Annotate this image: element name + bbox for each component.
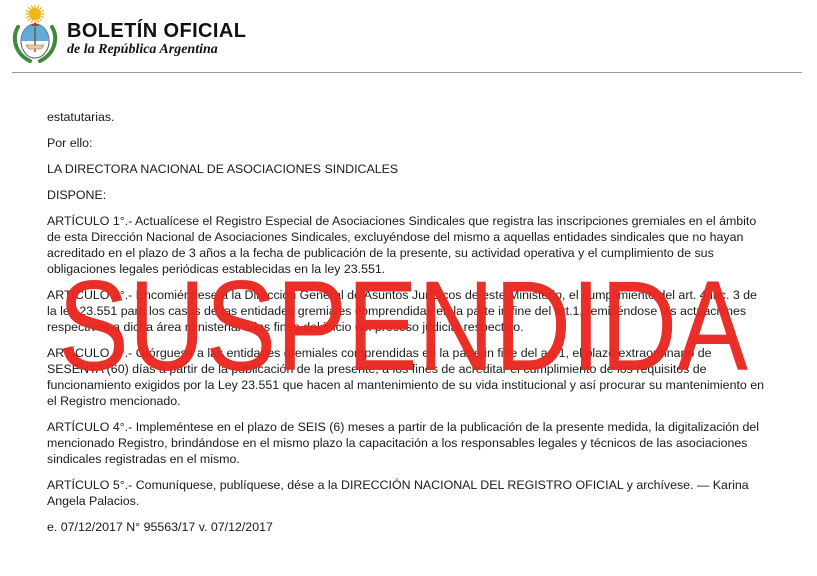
document-body — [47, 109, 767, 545]
publication-footer: e. 07/12/2017 N° 95563/17 v. 07/12/2017 — [47, 520, 273, 534]
paragraph-dispone: DISPONE: — [47, 188, 107, 202]
article-2: ARTÍCULO 2°.- Encomiéndese a la Dirección General de Asuntos Jurídicos de este Ministerio, el cumplimiento del art. 4 inc. 3 de la ley 23.551 para los casos de las entidades gremiales comprendidas en la parte in fine del art.1, remitiéndose las actuaciones respectivas a dicha área ministerial a los fines del inicio del proceso judicial respectivo. — [47, 288, 757, 334]
publication-subtitle: de la República Argentina — [67, 42, 218, 57]
article-4: ARTÍCULO 4°.- Impleméntese en el plazo de SEIS (6) meses a partir de la publicación de la presente medida, la digitalización del mencionado Registro, brindándose en el mismo plazo la capacitación a los responsables legales y técnicos de las asociaciones sindicales registradas en el mismo. — [47, 420, 760, 466]
article-3: ARTÍCULO 3°.- Otórguese a las entidades gremiales comprendidas en la parte in fine del art 1, el plazo extraordinario de SESENTA (60) días a partir de la publicación de la presente, a los fines de acreditar el cumplimiento de los requisitos de funcionamiento exigidos por la Ley 23.551 que hacen al mantenimiento de su vida institucional y así procurar su mantenimiento en el Registro mencionado. — [47, 346, 765, 408]
paragraph-por-ello: Por ello: — [47, 136, 93, 150]
page-header — [0, 0, 817, 72]
header-divider — [12, 72, 802, 73]
paragraph-authority: LA DIRECTORA NACIONAL DE ASOCIACIONES SINDICALES — [47, 162, 399, 176]
publication-title: BOLETÍN OFICIAL — [67, 20, 247, 42]
coat-of-arms-icon — [8, 5, 62, 63]
article-1: ARTÍCULO 1°.- Actualícese el Registro Especial de Asociaciones Sindicales que registra las inscripciones gremiales en el ámbito de esta Dirección Nacional de Asociaciones Sindicales, excluyéndose del mismo a aquellas entidades sindicales que no hayan acreditado en el plazo de 3 años a la fecha de publicación de la presente, su actividad operativa y el cumplimiento de sus obligaciones legales periódicas establecidas en la ley 23.551. — [47, 214, 757, 276]
article-5: ARTÍCULO 5°.- Comuníquese, publíquese, dése a la DIRECCIÓN NACIONAL DEL REGISTRO OFICIAL y archívese. — Karina Angela Palacios. — [47, 478, 749, 508]
stamp-text: SUSPENDIDA — [58, 262, 749, 382]
paragraph-continuation: estatutarias. — [47, 110, 115, 124]
